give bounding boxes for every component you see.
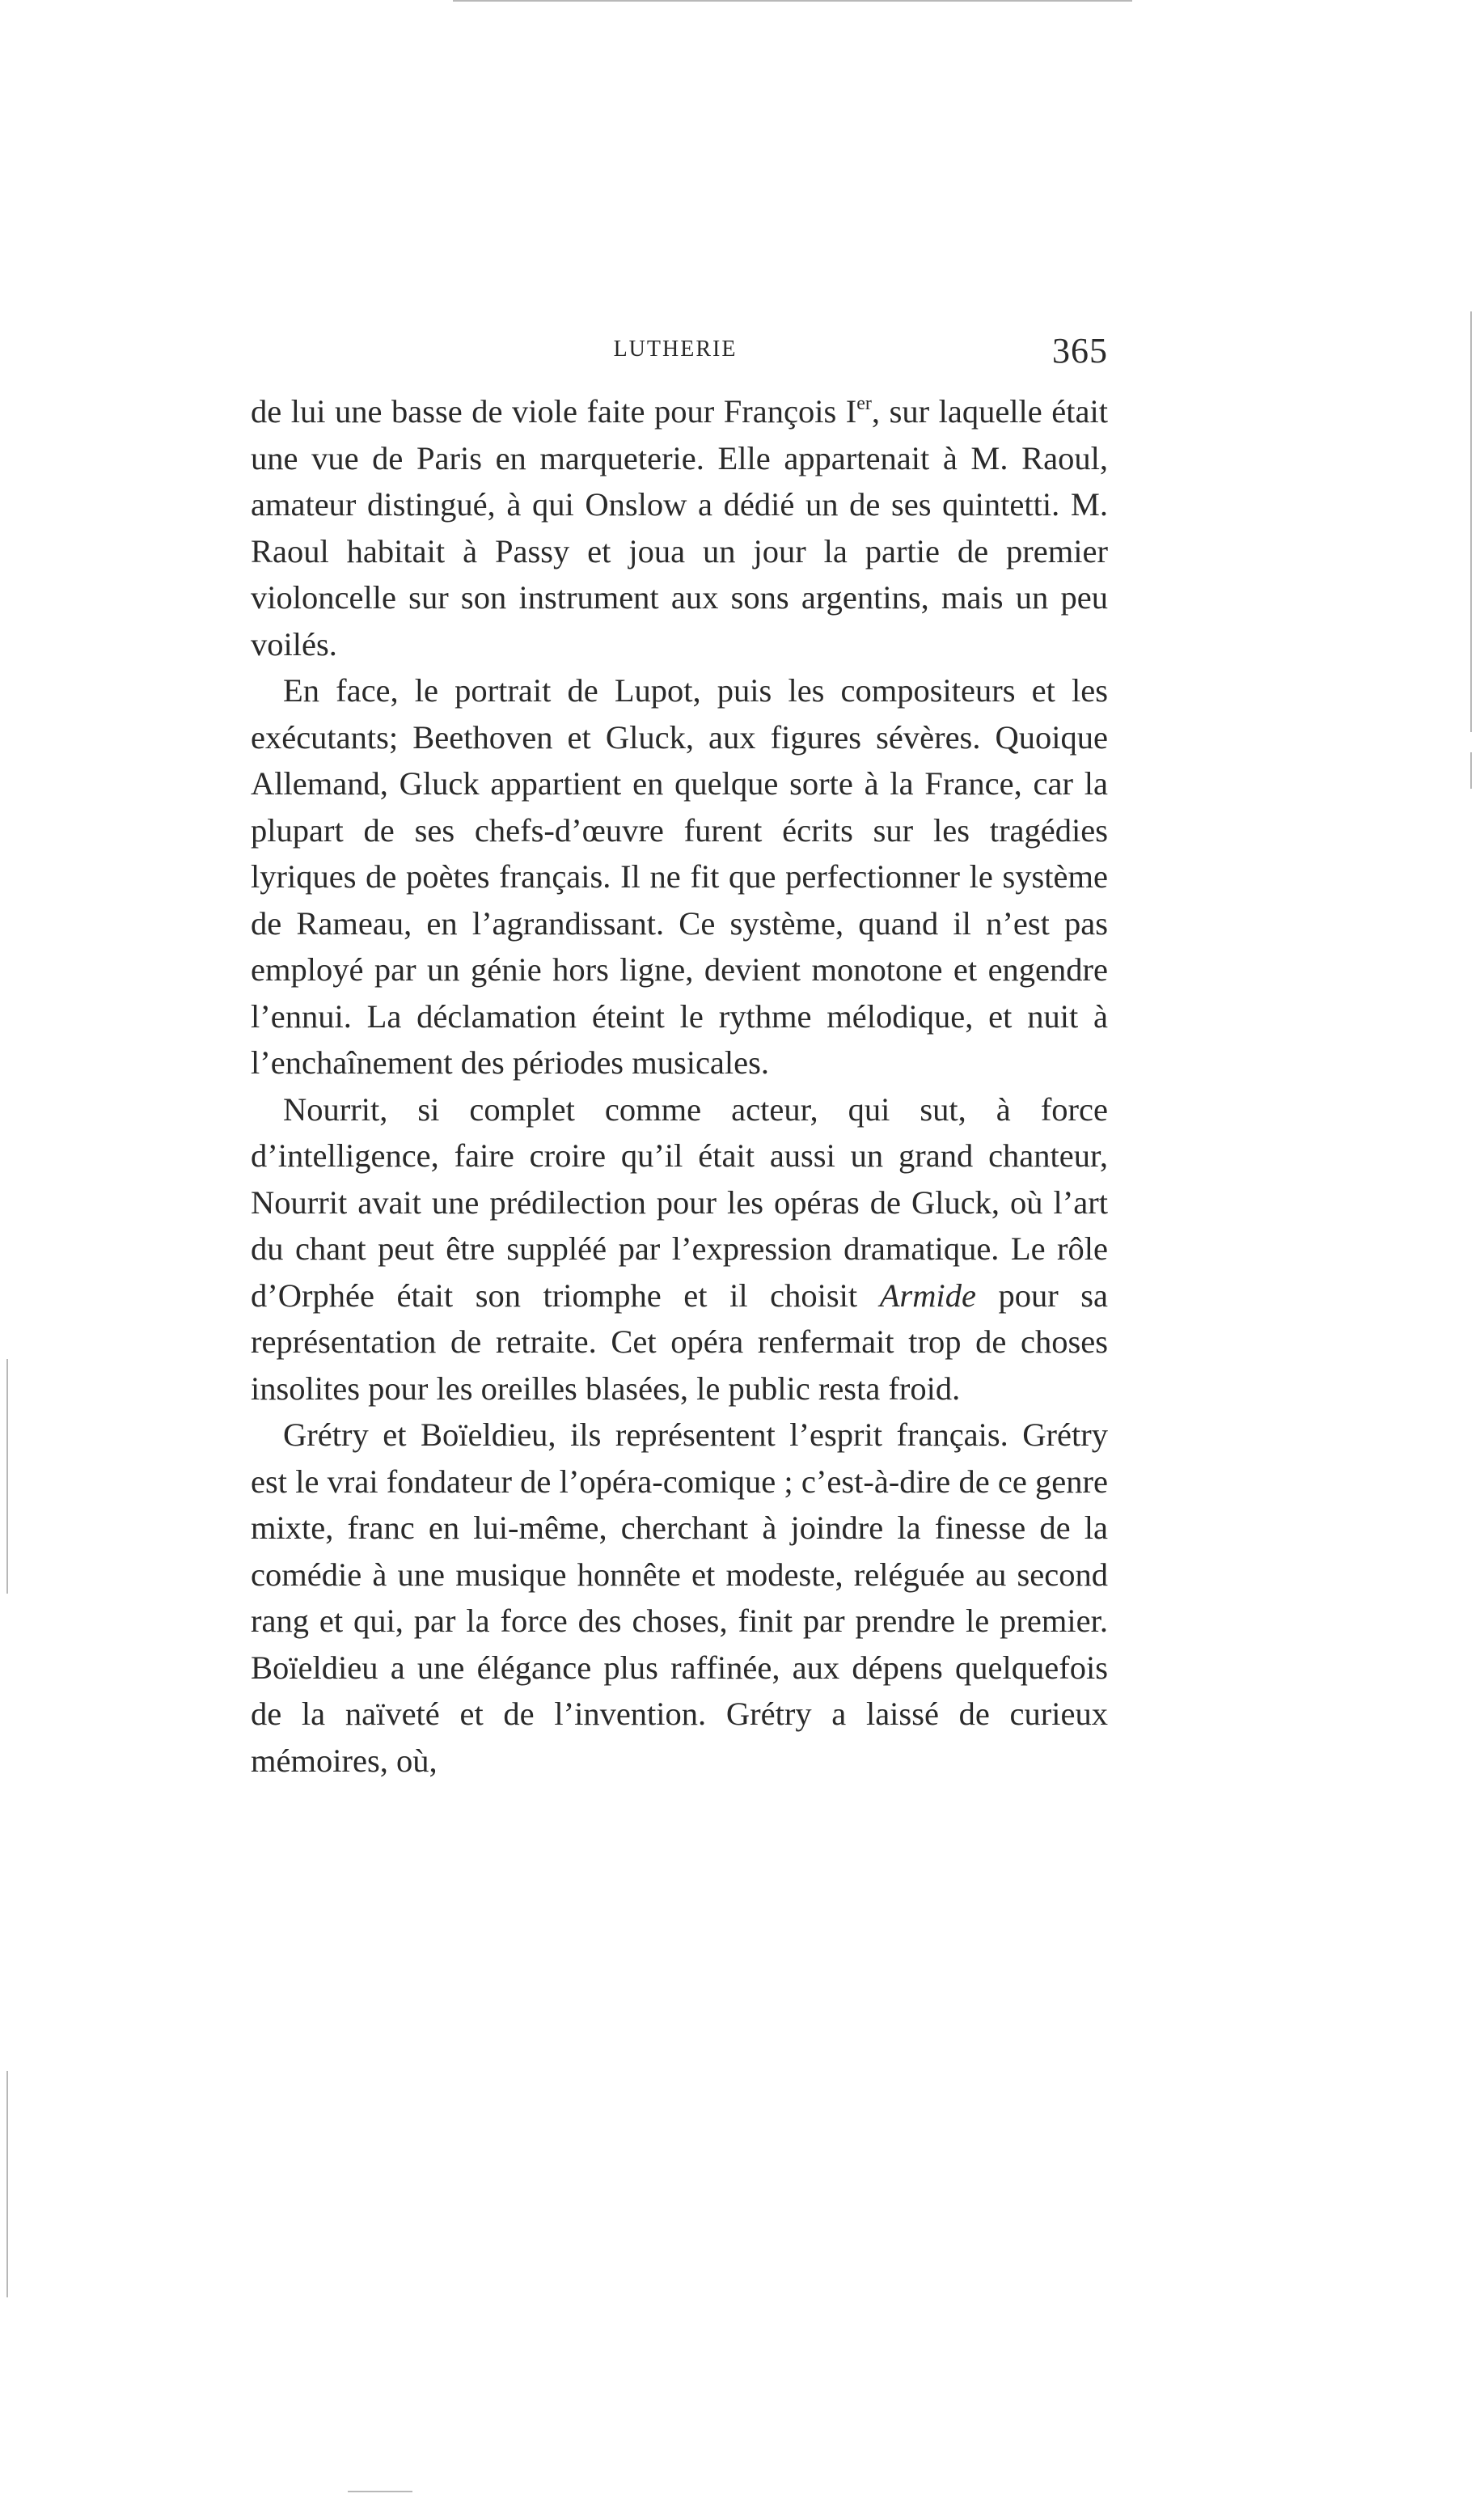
page-number: 365 — [1052, 331, 1108, 370]
paragraph-4 — [251, 1412, 1108, 1784]
scan-edge-left-lower — [6, 1359, 8, 1594]
body-text — [251, 388, 1108, 1784]
text-run: Grétry et Boïeldieu, ils représentent l’esprit français. Grétry est le vrai fondateur de l’opéra-comique ; c’est-à-dire de ce genre mixte, franc en lui-même, cherchant à joindre la finesse de la comédie à une musique honnête et modeste, reléguée au second rang et qui, par la force des choses, finit par prendre le premier. Boïeldieu a une élégance plus raffinée, aux dépens quelquefois de la naïveté et de l’invention. Grétry a laissé de curieux mémoires, où, — [251, 1416, 1108, 1779]
paragraph-1 — [251, 388, 1108, 667]
text-run: En face, le portrait de Lupot, puis les compositeurs et les exécutants; Beethoven et Gluck, aux figures sévères. Quoique Allemand, Gluck appartient en quelque sorte à la France, car la plupart de ses chefs-d’œuvre furent écrits sur les tragédies lyriques de poètes français. Il ne fit que perfectionner le système de Rameau, en l’agrandissant. Ce système, quand il n’est pas employé par un génie hors ligne, devient monotone et engendre l’ennui. La déclamation éteint le rythme mélodique, et nuit à l’enchaînement des périodes musicales. — [251, 672, 1108, 1081]
running-title: LUTHERIE — [613, 337, 738, 362]
scan-edge-top — [453, 0, 1132, 2]
scan-edge-right-mark — [1470, 752, 1472, 789]
italic-title: Armide — [879, 1277, 976, 1314]
paragraph-3 — [251, 1086, 1108, 1412]
text-run: de lui une basse de viole faite pour François I — [251, 393, 857, 430]
scan-edge-bottom — [348, 2491, 412, 2492]
scan-edge-left-bottom — [6, 2071, 8, 2297]
book-page — [251, 330, 1108, 1784]
text-run: pour sa représentation de retraite. Cet opéra renfermait trop de choses insolites pour les oreilles blasées, le public resta froid. — [251, 1277, 1108, 1407]
text-run: , sur laquelle était une vue de Paris en marqueterie. Elle appartenait à M. Raoul, amateur distingué, à qui Onslow a dédié un de ses quintetti. M. Raoul habitait à Passy et joua un jour la partie de premier violoncelle sur son instrument aux sons argentins, mais un peu voilés. — [251, 393, 1109, 663]
paragraph-2 — [251, 667, 1108, 1086]
text-run: Nourrit, si complet comme acteur, qui sut, à force d’intelligence, faire croire qu’il était aussi un grand chanteur, Nourrit avait une prédilection pour les opéras de Gluck, où l’art du chant peut être suppléé par l’expression dramatique. Le rôle d’Orphée était son triomphe et il choisit — [251, 1090, 1108, 1314]
superscript: er — [856, 392, 872, 414]
running-head — [251, 330, 1108, 387]
scan-edge-right-upper — [1470, 311, 1472, 732]
